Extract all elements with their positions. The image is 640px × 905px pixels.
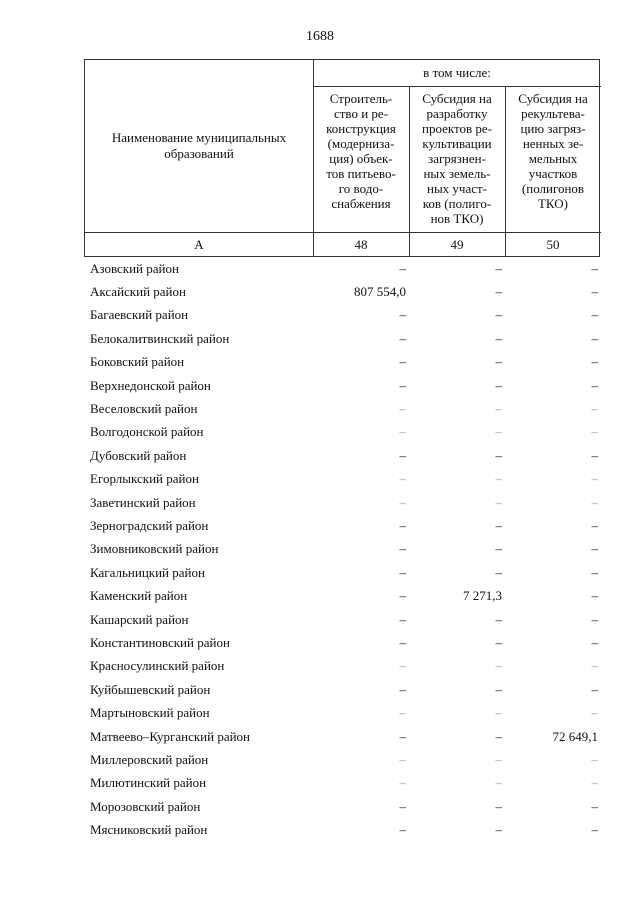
value-col-49: – bbox=[495, 260, 502, 276]
value-col-49: – bbox=[495, 822, 502, 838]
column-header-line: ство и ре- bbox=[333, 106, 389, 121]
value-col-49: – bbox=[495, 681, 502, 697]
column-header-line: ных земель- bbox=[423, 166, 491, 181]
value-col-48: – bbox=[399, 681, 406, 697]
value-col-49: – bbox=[495, 330, 502, 346]
column-header-line: ных участ- bbox=[426, 181, 488, 196]
table-row bbox=[84, 280, 600, 303]
column-header-line: разработку bbox=[426, 106, 488, 121]
column-header-line: Субсидия на bbox=[422, 91, 492, 106]
column-header-name: Наименование муниципальных образований bbox=[111, 130, 287, 161]
page-number: 1688 bbox=[306, 29, 334, 44]
value-col-50: – bbox=[591, 751, 598, 767]
value-col-50: – bbox=[591, 424, 598, 440]
value-col-50: – bbox=[591, 611, 598, 627]
value-col-48: – bbox=[399, 728, 406, 744]
value-col-50: – bbox=[591, 798, 598, 814]
value-col-49: – bbox=[495, 307, 502, 323]
value-col-49: – bbox=[495, 658, 502, 674]
value-col-48: – bbox=[399, 588, 406, 604]
value-col-50: – bbox=[591, 822, 598, 838]
value-col-50: – bbox=[591, 775, 598, 791]
value-col-48: – bbox=[399, 447, 406, 463]
table-row bbox=[84, 584, 600, 607]
value-col-49: – bbox=[495, 728, 502, 744]
municipality-name: Белокалитвинский район bbox=[90, 330, 230, 346]
value-col-48: – bbox=[399, 424, 406, 440]
municipality-name: Боковский район bbox=[90, 354, 185, 370]
value-col-49: – bbox=[495, 611, 502, 627]
column-header-line: мельных bbox=[528, 151, 578, 166]
table-row bbox=[84, 608, 600, 631]
value-col-48: – bbox=[399, 798, 406, 814]
value-col-49: – bbox=[495, 424, 502, 440]
value-col-48: – bbox=[399, 822, 406, 838]
value-col-50: – bbox=[591, 634, 598, 650]
table-row bbox=[84, 421, 600, 444]
value-col-48: – bbox=[399, 377, 406, 393]
municipality-name: Аксайский район bbox=[90, 284, 186, 300]
municipality-name: Веселовский район bbox=[90, 401, 198, 417]
municipality-name: Миллеровский район bbox=[90, 751, 209, 767]
municipality-name: Красносулинский район bbox=[90, 658, 225, 674]
column-number-a: А bbox=[194, 237, 204, 252]
municipality-name: Дубовский район bbox=[90, 447, 187, 463]
municipality-name: Матвеево–Курганский район bbox=[90, 728, 251, 744]
value-col-48: – bbox=[399, 307, 406, 323]
value-col-48: 807 554,0 bbox=[354, 284, 406, 300]
table-row bbox=[84, 772, 600, 795]
value-col-49: – bbox=[495, 494, 502, 510]
municipality-name: Кагальницкий район bbox=[90, 564, 205, 580]
table-body bbox=[84, 257, 600, 842]
value-col-48: – bbox=[399, 494, 406, 510]
municipality-name: Волгодонской район bbox=[90, 424, 204, 440]
value-col-48: – bbox=[399, 705, 406, 721]
table-row bbox=[84, 327, 600, 350]
column-number-48: 48 bbox=[354, 237, 368, 252]
value-col-49: – bbox=[495, 541, 502, 557]
value-col-49: – bbox=[495, 564, 502, 580]
municipality-name: Константиновский район bbox=[90, 634, 230, 650]
table-row bbox=[84, 491, 600, 514]
value-col-50: – bbox=[591, 494, 598, 510]
value-col-49: – bbox=[495, 471, 502, 487]
value-col-50: – bbox=[591, 564, 598, 580]
value-col-50: – bbox=[591, 330, 598, 346]
value-col-49: – bbox=[495, 705, 502, 721]
table-row bbox=[84, 397, 600, 420]
column-header-in-that-number: в том числе: bbox=[423, 65, 491, 80]
value-col-48: – bbox=[399, 330, 406, 346]
value-col-49: – bbox=[495, 517, 502, 533]
table-row bbox=[84, 818, 600, 841]
column-header-line: ков (полиго- bbox=[422, 196, 492, 211]
table-header bbox=[84, 59, 600, 257]
value-col-48: – bbox=[399, 611, 406, 627]
value-col-49: – bbox=[495, 284, 502, 300]
value-col-50: – bbox=[591, 541, 598, 557]
column-header-line: культивации bbox=[422, 136, 492, 151]
column-header-line: нов ТКО) bbox=[430, 211, 484, 226]
value-col-49: – bbox=[495, 751, 502, 767]
table-row bbox=[84, 374, 600, 397]
table-row bbox=[84, 351, 600, 374]
column-header-line: тов питьево- bbox=[326, 166, 396, 181]
value-col-49: – bbox=[495, 447, 502, 463]
value-col-50: 72 649,1 bbox=[552, 728, 598, 744]
column-header-line: ция) объек- bbox=[329, 151, 393, 166]
municipality-name: Милютинский район bbox=[90, 775, 207, 791]
value-col-50: – bbox=[591, 588, 598, 604]
value-col-50: – bbox=[591, 705, 598, 721]
value-col-48: – bbox=[399, 541, 406, 557]
value-col-50: – bbox=[591, 517, 598, 533]
value-col-50: – bbox=[591, 681, 598, 697]
column-header-line: (модерниза- bbox=[327, 136, 395, 151]
value-col-50: – bbox=[591, 401, 598, 417]
value-col-49: – bbox=[495, 798, 502, 814]
value-col-50: – bbox=[591, 260, 598, 276]
table-row bbox=[84, 678, 600, 701]
column-header-line: ТКО) bbox=[537, 196, 568, 211]
municipality-name: Зерноградский район bbox=[90, 517, 209, 533]
column-header-49 bbox=[409, 86, 505, 232]
column-header-line: проектов ре- bbox=[421, 121, 493, 136]
table-row bbox=[84, 655, 600, 678]
column-header-line: загрязнен- bbox=[428, 151, 486, 166]
column-header-line: (полигонов bbox=[521, 181, 585, 196]
table-row bbox=[84, 444, 600, 467]
value-col-48: – bbox=[399, 471, 406, 487]
table-row bbox=[84, 304, 600, 327]
municipality-name: Азовский район bbox=[90, 260, 179, 276]
value-col-48: – bbox=[399, 564, 406, 580]
value-col-50: – bbox=[591, 658, 598, 674]
value-col-48: – bbox=[399, 634, 406, 650]
value-col-50: – bbox=[591, 354, 598, 370]
municipality-name: Кашарский район bbox=[90, 611, 189, 627]
table-row bbox=[84, 748, 600, 771]
table-row bbox=[84, 631, 600, 654]
municipality-name: Верхнедонской район bbox=[90, 377, 211, 393]
value-col-50: – bbox=[591, 471, 598, 487]
table-row bbox=[84, 795, 600, 818]
value-col-50: – bbox=[591, 377, 598, 393]
column-header-line: Строитель- bbox=[329, 91, 393, 106]
municipality-name: Морозовский район bbox=[90, 798, 201, 814]
column-header-line: конструкция bbox=[326, 121, 396, 136]
table-row bbox=[84, 514, 600, 537]
municipality-name: Зимовниковский район bbox=[90, 541, 219, 557]
column-number-50: 50 bbox=[546, 237, 560, 252]
value-col-49: – bbox=[495, 775, 502, 791]
table-row bbox=[84, 561, 600, 584]
column-header-line: снабжения bbox=[331, 196, 391, 211]
value-col-49: 7 271,3 bbox=[463, 588, 502, 604]
value-col-49: – bbox=[495, 634, 502, 650]
column-header-line: Субсидия на bbox=[518, 91, 588, 106]
value-col-48: – bbox=[399, 658, 406, 674]
municipality-name: Егорлыкский район bbox=[90, 471, 199, 487]
value-col-50: – bbox=[591, 447, 598, 463]
table-row bbox=[84, 257, 600, 280]
table-row bbox=[84, 538, 600, 561]
table-row bbox=[84, 701, 600, 724]
value-col-48: – bbox=[399, 260, 406, 276]
column-header-line: го водо- bbox=[338, 181, 384, 196]
column-header-line: рекультева- bbox=[521, 106, 585, 121]
municipality-name: Куйбышевский район bbox=[90, 681, 211, 697]
municipality-name: Мартыновский район bbox=[90, 705, 210, 721]
table-row bbox=[84, 725, 600, 748]
column-header-48 bbox=[313, 86, 409, 232]
value-col-50: – bbox=[591, 284, 598, 300]
value-col-48: – bbox=[399, 775, 406, 791]
value-col-48: – bbox=[399, 354, 406, 370]
municipality-name: Заветинский район bbox=[90, 494, 196, 510]
value-col-49: – bbox=[495, 377, 502, 393]
municipality-name: Каменский район bbox=[90, 588, 188, 604]
column-header-line: ненных зе- bbox=[522, 136, 584, 151]
municipality-name: Мясниковский район bbox=[90, 822, 208, 838]
municipality-name: Багаевский район bbox=[90, 307, 189, 323]
column-header-50 bbox=[505, 86, 601, 232]
table-row bbox=[84, 468, 600, 491]
column-number-49: 49 bbox=[450, 237, 464, 252]
value-col-48: – bbox=[399, 401, 406, 417]
value-col-50: – bbox=[591, 307, 598, 323]
value-col-49: – bbox=[495, 354, 502, 370]
value-col-48: – bbox=[399, 751, 406, 767]
column-header-line: цию загряз- bbox=[520, 121, 586, 136]
column-header-line: участков bbox=[528, 166, 578, 181]
value-col-48: – bbox=[399, 517, 406, 533]
value-col-49: – bbox=[495, 401, 502, 417]
